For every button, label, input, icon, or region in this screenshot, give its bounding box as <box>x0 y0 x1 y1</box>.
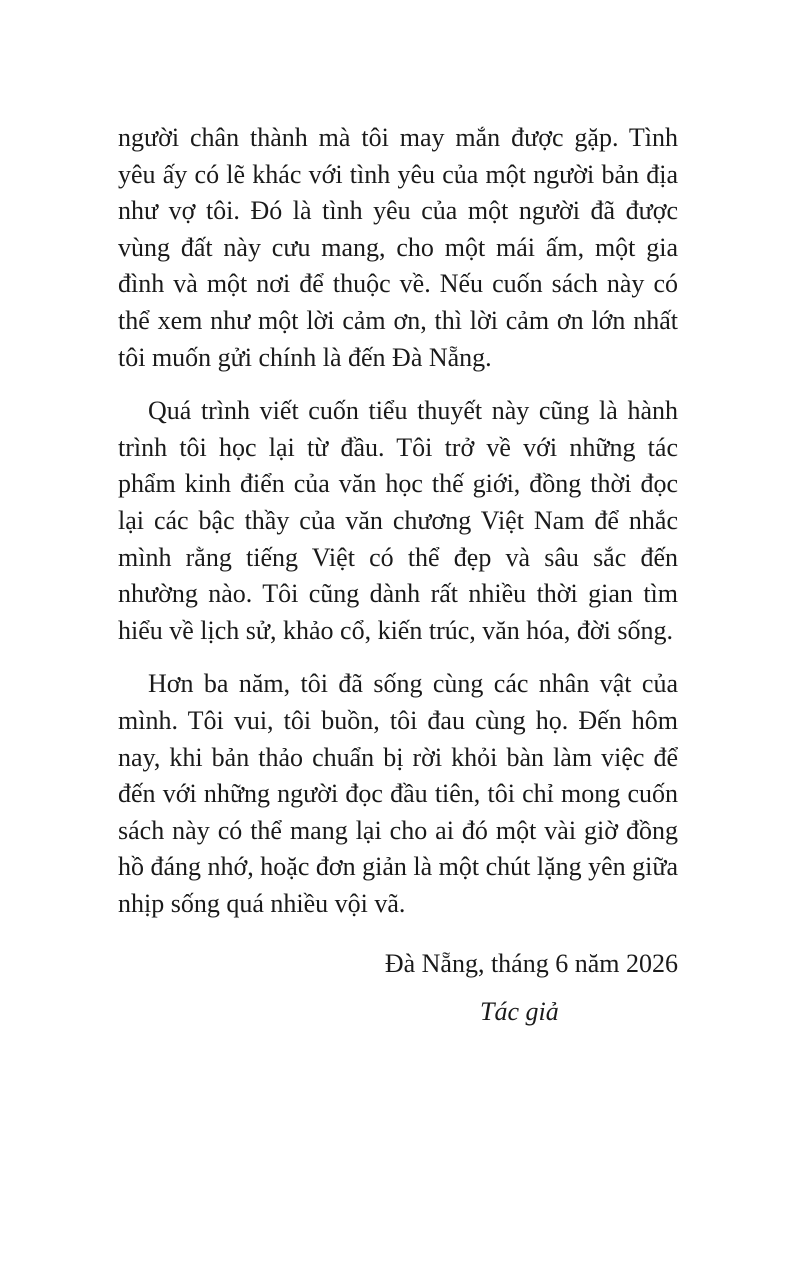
signature-place-date: Đà Nẵng, tháng 6 năm 2026 <box>384 949 678 979</box>
paragraph-gap <box>118 376 678 393</box>
paragraph-1: người chân thành mà tôi may mắn được gặp. Tình yêu ấy có lẽ khác với tình yêu của một người bản địa như vợ tôi. Đó là tình yêu của một người đã được vùng đất này cưu mang, cho một mái ấm, một gia đình và một nơi để thuộc về. Nếu cuốn sách này có thể xem như một lời cảm ơn, thì lời cảm ơn lớn nhất tôi muốn gửi chính là đến Đà Nẵng. <box>118 123 678 372</box>
document-page <box>118 120 678 1030</box>
signature-author: Tác giả <box>480 997 559 1027</box>
paragraph-gap <box>118 649 678 666</box>
paragraph-2: Quá trình viết cuốn tiểu thuyết này cũng là hành trình tôi học lại từ đầu. Tôi trở về với những tác phẩm kinh điển của văn học thế giới, đồng thời đọc lại các bậc thầy của văn chương Việt Nam để nhắc mình rằng tiếng Việt có thể đẹp và sâu sắc đến nhường nào. Tôi cũng dành rất nhiều thời gian tìm hiểu về lịch sử, khảo cổ, kiến trúc, văn hóa, đời sống. <box>118 396 678 645</box>
paragraph-3: Hơn ba năm, tôi đã sống cùng các nhân vật của mình. Tôi vui, tôi buồn, tôi đau cùng họ. Đến hôm nay, khi bản thảo chuẩn bị rời khỏi bàn làm việc để đến với những người đọc đầu tiên, tôi chỉ mong cuốn sách này có thể mang lại cho ai đó một vài giờ đồng hồ đáng nhớ, hoặc đơn giản là một chút lặng yên giữa nhịp sống quá nhiều vội vã. <box>118 669 679 918</box>
